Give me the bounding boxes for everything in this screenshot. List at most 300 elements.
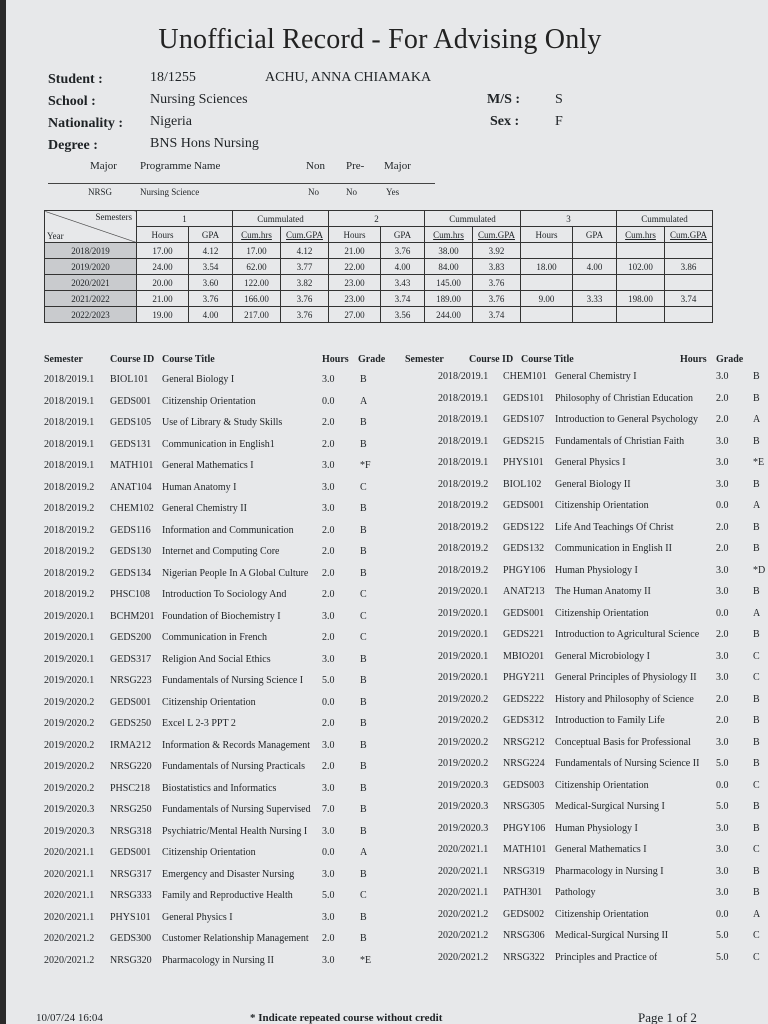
table-cell	[573, 275, 617, 291]
year-cell: 2020/2021	[45, 275, 137, 291]
course-hours: 2.0	[716, 543, 729, 554]
group-header: 2	[329, 211, 425, 227]
course-grade: B	[360, 804, 367, 815]
course-title: Human Physiology I	[555, 822, 638, 834]
course-title: Citizenship Orientation	[555, 607, 649, 619]
table-cell: 4.12	[281, 243, 329, 259]
course-hours: 3.0	[322, 825, 335, 837]
course-semester: 2019/2020.2	[44, 718, 95, 729]
course-id: NRSG212	[503, 736, 545, 748]
course-grade: B	[360, 417, 367, 428]
course-title: History and Philosophy of Science	[555, 693, 694, 705]
course-title: General Principles of Physiology II	[555, 672, 697, 683]
course-id: CHEM102	[110, 503, 154, 514]
course-title: Pathology	[555, 887, 596, 898]
course-grade: B	[360, 438, 367, 450]
course-title: Communication in French	[162, 632, 267, 643]
course-semester: 2018/2019.2	[438, 500, 489, 511]
programme-header: Programme Name	[140, 160, 221, 172]
table-cell: 3.86	[665, 259, 713, 275]
course-semester: 2018/2019.2	[44, 567, 95, 579]
course-hours: 3.0	[322, 911, 335, 923]
course-id: NRSG317	[110, 868, 152, 880]
course-semester: 2019/2020.3	[44, 825, 95, 837]
course-hours: 5.0	[322, 675, 335, 686]
course-hours: 2.0	[716, 392, 729, 404]
table-cell: 3.74	[381, 291, 425, 307]
course-semester: 2018/2019.2	[44, 546, 95, 557]
course-id: BIOL102	[503, 478, 542, 490]
course-semester: 2019/2020.3	[438, 779, 489, 791]
school-label: School :	[48, 94, 96, 109]
table-cell: 19.00	[137, 307, 189, 323]
course-id: GEDS221	[503, 629, 545, 640]
course-id: GEDS300	[110, 933, 152, 944]
table-cell: 3.77	[281, 259, 329, 275]
course-semester: 2020/2021.1	[44, 868, 95, 880]
course-id: GEDS215	[503, 435, 545, 447]
course-semester: 2018/2019.1	[44, 417, 95, 428]
course-hours: 2.0	[322, 761, 335, 772]
course-title: Fundamentals of Christian Faith	[555, 435, 685, 447]
course-id: IRMA212	[110, 739, 152, 751]
course-hours: 3.0	[322, 653, 335, 665]
course-semester: 2018/2019.2	[438, 478, 489, 490]
course-id: BCHM201	[110, 610, 155, 622]
course-semester: 2020/2021.1	[438, 844, 489, 855]
course-hours: 0.0	[322, 847, 335, 858]
course-grade: *D	[753, 564, 766, 576]
course-title: Introduction to General Psychology	[555, 414, 699, 425]
course-title: Introduction To Sociology And	[162, 589, 287, 600]
course-title: Citizenship Orientation	[555, 779, 649, 791]
course-hours: 3.0	[716, 822, 729, 834]
table-cell: 27.00	[329, 307, 381, 323]
course-title: Introduction to Family Life	[555, 715, 665, 726]
course-id: GEDS107	[503, 414, 545, 425]
course-grade: B	[360, 761, 367, 772]
table-cell: 189.00	[425, 291, 473, 307]
course-title: General Mathematics I	[555, 844, 647, 855]
header-grade: Grade	[358, 354, 386, 365]
course-id: PHGY106	[503, 564, 546, 576]
course-hours: 2.0	[716, 693, 729, 705]
course-hours: 2.0	[322, 933, 335, 944]
course-hours: 0.0	[716, 908, 729, 920]
course-grade: C	[360, 610, 367, 622]
year-cell: 2022/2023	[45, 307, 137, 323]
course-hours: 2.0	[716, 629, 729, 640]
course-hours: 2.0	[716, 521, 729, 533]
table-row	[45, 291, 713, 307]
course-id: GEDS122	[503, 521, 545, 533]
programme-header: Non	[306, 160, 325, 172]
course-id: NRSG305	[503, 801, 545, 812]
course-grade: *F	[360, 460, 371, 471]
course-semester: 2020/2021.1	[438, 865, 489, 877]
sub-header-cell: Cum.GPA	[665, 227, 713, 243]
course-hours: 3.0	[322, 739, 335, 751]
course-title: General Biology I	[162, 374, 235, 385]
table-cell: 18.00	[521, 259, 573, 275]
header-semester: Semester	[44, 354, 83, 365]
student-id: 18/1255	[150, 70, 196, 85]
course-id: PHYS101	[110, 911, 151, 923]
course-id: GEDS105	[110, 417, 152, 428]
table-cell	[521, 243, 573, 259]
course-grade: B	[753, 371, 760, 382]
table-cell	[573, 307, 617, 323]
course-id: PATH301	[503, 887, 543, 898]
sub-header-cell: Cum.hrs	[617, 227, 665, 243]
table-cell: 62.00	[233, 259, 281, 275]
year-cell: 2019/2020	[45, 259, 137, 275]
course-id: NRSG223	[110, 675, 152, 686]
course-hours: 3.0	[716, 865, 729, 877]
course-hours: 2.0	[322, 438, 335, 450]
course-semester: 2019/2020.1	[438, 586, 489, 597]
table-cell: 198.00	[617, 291, 665, 307]
course-grade: A	[360, 847, 368, 858]
course-title: Fundamentals of Nursing Science II	[555, 758, 700, 769]
corner-year-label: Year	[47, 231, 64, 241]
course-grade: C	[753, 779, 760, 791]
course-hours: 5.0	[716, 930, 729, 941]
course-title: Human Physiology I	[555, 564, 638, 576]
header-grade: Grade	[716, 354, 744, 365]
course-hours: 3.0	[716, 435, 729, 447]
table-cell: 3.83	[473, 259, 521, 275]
course-grade: A	[753, 500, 761, 511]
course-id: GEDS001	[110, 696, 152, 708]
table-cell: 166.00	[233, 291, 281, 307]
course-title: Nigerian People In A Global Culture	[162, 567, 309, 579]
programme-block	[0, 160, 768, 200]
course-hours: 3.0	[716, 650, 729, 662]
course-id: GEDS134	[110, 567, 152, 579]
course-hours: 2.0	[322, 567, 335, 579]
course-hours: 3.0	[716, 564, 729, 576]
course-semester: 2018/2019.2	[438, 521, 489, 533]
group-header: 3	[521, 211, 617, 227]
course-grade: B	[360, 696, 367, 708]
course-title: Information & Records Management	[162, 739, 311, 751]
course-grade: C	[753, 650, 760, 662]
table-cell	[665, 275, 713, 291]
course-title: Fundamentals of Nursing Science I	[162, 675, 304, 686]
course-semester: 2020/2021.2	[44, 954, 95, 966]
course-semester: 2020/2021.1	[44, 890, 95, 901]
table-cell: 23.00	[329, 291, 381, 307]
sub-header-cell: GPA	[189, 227, 233, 243]
course-semester: 2019/2020.2	[44, 696, 95, 708]
table-cell: 3.76	[281, 291, 329, 307]
course-semester: 2019/2020.1	[44, 653, 95, 665]
course-id: NRSG220	[110, 761, 152, 772]
course-hours: 3.0	[322, 954, 335, 966]
header-course-id: Course ID	[110, 354, 155, 365]
course-title: Citizenship Orientation	[162, 696, 256, 708]
course-semester: 2019/2020.1	[438, 629, 489, 640]
course-title: General Mathematics I	[162, 460, 254, 471]
course-id: GEDS130	[110, 546, 152, 557]
course-title: Communication in English II	[555, 543, 672, 554]
course-hours: 3.0	[716, 457, 729, 468]
course-title: Emergency and Disaster Nursing	[162, 868, 295, 880]
sub-header-cell: GPA	[573, 227, 617, 243]
course-id: GEDS312	[503, 715, 545, 726]
course-title: General Microbiology I	[555, 650, 650, 662]
programme-header: Major	[90, 160, 117, 172]
course-semester: 2019/2020.1	[438, 607, 489, 619]
course-semester: 2020/2021.2	[438, 930, 489, 941]
course-id: GEDS116	[110, 524, 151, 536]
header-course-id: Course ID	[469, 354, 514, 365]
course-grade: C	[360, 632, 367, 643]
course-grade: A	[753, 414, 761, 425]
course-id: GEDS101	[503, 392, 545, 404]
group-header: Cummulated	[425, 211, 521, 227]
sub-header-cell: Hours	[137, 227, 189, 243]
course-id: ANAT104	[110, 481, 152, 493]
course-hours: 0.0	[322, 395, 335, 407]
corner-semesters-label: Semesters	[95, 212, 132, 222]
table-cell: 84.00	[425, 259, 473, 275]
course-grade: B	[753, 543, 760, 554]
course-grade: B	[753, 887, 760, 898]
course-id: MBIO201	[503, 650, 545, 662]
course-title: Citizenship Orientation	[555, 908, 649, 920]
course-grade: C	[753, 930, 760, 941]
nationality-label: Nationality :	[48, 116, 124, 131]
course-title: Religion And Social Ethics	[162, 653, 271, 665]
nationality-value: Nigeria	[150, 114, 192, 129]
course-semester: 2018/2019.1	[438, 414, 489, 425]
course-grade: B	[753, 693, 760, 705]
year-cell: 2021/2022	[45, 291, 137, 307]
course-id: NRSG224	[503, 758, 545, 769]
course-hours: 3.0	[322, 782, 335, 794]
table-cell	[521, 307, 573, 323]
course-semester: 2018/2019.1	[44, 395, 95, 407]
ms-label: M/S :	[487, 92, 521, 107]
course-id: GEDS001	[503, 607, 545, 619]
table-cell: 23.00	[329, 275, 381, 291]
table-cell: 3.60	[189, 275, 233, 291]
programme-cell: Nursing Science	[140, 187, 200, 197]
table-cell: 3.92	[473, 243, 521, 259]
table-cell	[521, 275, 573, 291]
course-grade: B	[753, 758, 760, 769]
course-grade: C	[360, 890, 367, 901]
course-semester: 2019/2020.1	[44, 675, 95, 686]
course-semester: 2018/2019.1	[438, 457, 489, 468]
course-grade: C	[753, 672, 760, 683]
course-hours: 5.0	[716, 758, 729, 769]
course-hours: 3.0	[716, 586, 729, 597]
table-cell: 4.12	[189, 243, 233, 259]
sub-header-cell: Cum.GPA	[473, 227, 521, 243]
course-title: General Physics I	[162, 911, 233, 923]
ms-value: S	[555, 92, 563, 107]
sub-header-cell: Cum.hrs	[425, 227, 473, 243]
sex-value: F	[555, 114, 563, 129]
course-grade: B	[360, 911, 367, 923]
course-semester: 2020/2021.2	[438, 951, 489, 963]
course-id: GEDS317	[110, 653, 152, 665]
course-hours: 0.0	[716, 500, 729, 511]
group-header: 1	[137, 211, 233, 227]
course-grade: A	[753, 908, 761, 920]
course-hours: 3.0	[716, 736, 729, 748]
table-cell: 22.00	[329, 259, 381, 275]
course-semester: 2018/2019.1	[44, 374, 95, 385]
course-grade: B	[360, 503, 367, 514]
course-hours: 2.0	[322, 632, 335, 643]
sub-header-cell: GPA	[381, 227, 425, 243]
course-id: PHSC218	[110, 782, 151, 794]
course-id: BIOL101	[110, 374, 149, 385]
table-row	[45, 243, 713, 259]
table-cell: 20.00	[137, 275, 189, 291]
table-cell: 21.00	[329, 243, 381, 259]
table-row	[45, 259, 713, 275]
course-hours: 3.0	[322, 610, 335, 622]
table-cell	[665, 307, 713, 323]
course-semester: 2019/2020.1	[438, 650, 489, 662]
course-title: Internet and Computing Core	[162, 546, 280, 557]
course-id: GEDS001	[110, 847, 152, 858]
course-title: Psychiatric/Mental Health Nursing I	[162, 825, 308, 837]
table-cell	[573, 243, 617, 259]
course-grade: C	[360, 481, 367, 493]
course-title: Philosophy of Christian Education	[555, 392, 694, 404]
course-title: Human Anatomy I	[162, 481, 237, 493]
course-id: PHYS101	[503, 457, 544, 468]
course-hours: 5.0	[322, 890, 335, 901]
course-id: GEDS200	[110, 632, 152, 643]
course-id: MATH101	[503, 844, 547, 855]
course-grade: B	[753, 586, 760, 597]
course-title: General Biology II	[555, 478, 631, 490]
divider	[48, 183, 435, 184]
table-cell: 17.00	[137, 243, 189, 259]
course-hours: 2.0	[322, 417, 335, 428]
programme-cell: No	[346, 187, 357, 197]
degree-value: BNS Hons Nursing	[150, 136, 259, 151]
course-grade: B	[360, 825, 367, 837]
course-id: GEDS250	[110, 718, 152, 729]
course-title: The Human Anatomy II	[555, 586, 651, 597]
course-title: Pharmacology in Nursing II	[162, 954, 274, 966]
table-group-header-row	[45, 211, 713, 227]
course-hours: 2.0	[322, 589, 335, 600]
course-id: GEDS001	[110, 395, 152, 407]
table-cell: 3.76	[473, 291, 521, 307]
table-cell: 3.43	[381, 275, 425, 291]
table-cell: 217.00	[233, 307, 281, 323]
course-grade: B	[360, 653, 367, 665]
course-hours: 3.0	[322, 503, 335, 514]
course-grade: A	[360, 395, 368, 407]
table-cell	[617, 275, 665, 291]
table-cell: 3.74	[473, 307, 521, 323]
course-hours: 0.0	[322, 696, 335, 708]
course-id: PHSC108	[110, 589, 151, 600]
course-hours: 3.0	[716, 844, 729, 855]
header-hours: Hours	[322, 354, 349, 365]
table-cell: 122.00	[233, 275, 281, 291]
group-header: Cummulated	[617, 211, 713, 227]
course-id: GEDS131	[110, 438, 152, 450]
course-semester: 2019/2020.3	[438, 822, 489, 834]
table-cell: 3.76	[381, 243, 425, 259]
programme-header: Major	[384, 160, 411, 172]
footer-page-number: Page 1 of 2	[638, 1010, 697, 1024]
page-title: Unofficial Record - For Advising Only	[158, 24, 602, 55]
course-semester: 2018/2019.1	[44, 460, 95, 471]
course-title: Customer Relationship Management	[162, 933, 309, 944]
course-title: Citizenship Orientation	[162, 395, 256, 407]
course-semester: 2018/2019.1	[438, 392, 489, 404]
course-id: GEDS222	[503, 693, 545, 705]
course-title: General Chemistry II	[162, 503, 247, 514]
course-semester: 2019/2020.2	[44, 739, 95, 751]
course-id: NRSG250	[110, 804, 152, 815]
table-cell: 3.76	[473, 275, 521, 291]
sub-header-cell: Cum.hrs	[233, 227, 281, 243]
school-value: Nursing Sciences	[150, 92, 248, 107]
course-id: NRSG333	[110, 890, 152, 901]
course-grade: B	[753, 435, 760, 447]
course-semester: 2019/2020.1	[44, 610, 95, 622]
course-hours: 3.0	[716, 672, 729, 683]
course-semester: 2019/2020.2	[438, 715, 489, 726]
course-title: Biostatistics and Informatics	[162, 782, 277, 794]
course-title: Excel L 2-3 PPT 2	[162, 718, 236, 729]
course-grade: B	[753, 521, 760, 533]
course-semester: 2019/2020.2	[438, 693, 489, 705]
course-semester: 2020/2021.1	[44, 847, 95, 858]
course-semester: 2019/2020.3	[44, 804, 95, 815]
course-id: GEDS003	[503, 779, 545, 791]
table-cell: 9.00	[521, 291, 573, 307]
course-semester: 2020/2021.2	[44, 933, 95, 944]
table-cell: 244.00	[425, 307, 473, 323]
course-title: Family and Reproductive Health	[162, 890, 293, 901]
course-grade: B	[753, 478, 760, 490]
course-hours: 2.0	[322, 546, 335, 557]
programme-cell: Yes	[386, 187, 400, 197]
course-semester: 2018/2019.2	[438, 564, 489, 576]
table-cell: 3.33	[573, 291, 617, 307]
course-semester: 2018/2019.2	[44, 589, 95, 600]
course-grade: B	[360, 374, 367, 385]
table-cell: 4.00	[381, 259, 425, 275]
table-cell	[617, 243, 665, 259]
header-semester: Semester	[405, 354, 444, 365]
course-semester: 2018/2019.1	[44, 438, 95, 450]
course-grade: B	[753, 801, 760, 812]
table-cell: 17.00	[233, 243, 281, 259]
course-title: Principles and Practice of	[555, 951, 658, 963]
course-title: Fundamentals of Nursing Supervised	[162, 804, 311, 815]
table-cell: 145.00	[425, 275, 473, 291]
sex-label: Sex :	[490, 114, 520, 129]
course-semester: 2019/2020.2	[438, 736, 489, 748]
course-semester: 2018/2019.2	[44, 503, 95, 514]
course-title: General Chemistry I	[555, 371, 637, 382]
